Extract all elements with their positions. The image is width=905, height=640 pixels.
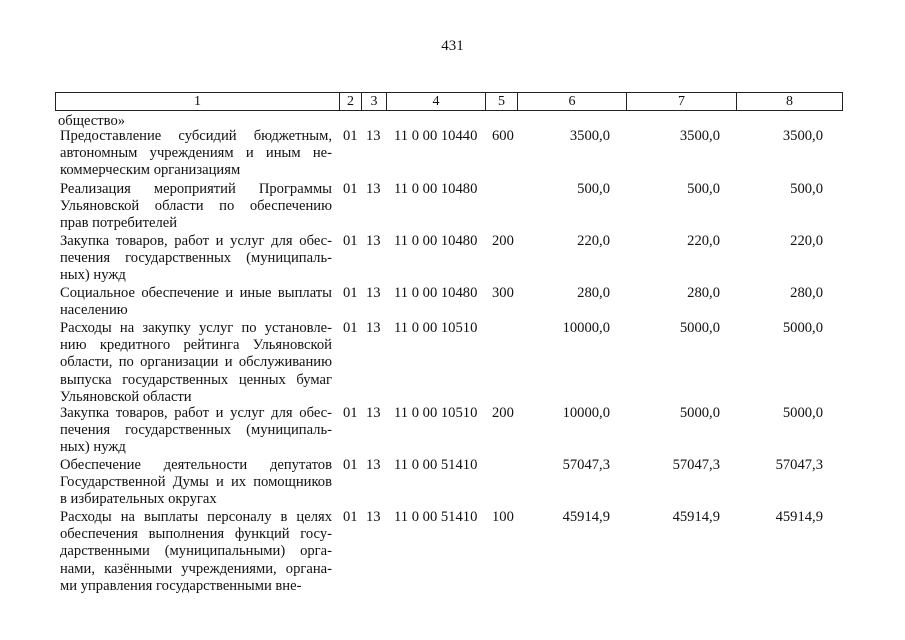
row-name-line: ми управления государственными вне- — [60, 577, 302, 594]
cell-c4: 11 0 00 10510 — [394, 405, 478, 421]
row-name-line: печения государственных (муниципаль- — [60, 422, 332, 439]
cell-c7: 45914,9 — [672, 509, 720, 525]
row-name-line: Реализация мероприятий Программы — [60, 181, 332, 197]
row-name — [60, 405, 332, 457]
cell-c3: 13 — [366, 128, 381, 144]
cell-c8: 45914,9 — [775, 509, 823, 525]
cell-c6: 220,0 — [577, 233, 610, 249]
row-name-line: печения государственных (муниципаль- — [60, 250, 332, 267]
carry-over-text: общество» — [58, 113, 126, 129]
cell-c8: 5000,0 — [782, 405, 823, 421]
cell-c8: 280,0 — [790, 285, 823, 301]
row-name — [60, 233, 332, 285]
row-name-line: Социальное обеспечение и иные выплаты — [60, 285, 332, 301]
cell-c5: 200 — [492, 405, 514, 421]
cell-c5: 300 — [492, 285, 514, 301]
cell-c5: 600 — [492, 128, 514, 144]
cell-c2: 01 — [343, 405, 358, 421]
cell-c8: 500,0 — [790, 181, 823, 197]
cell-c6: 500,0 — [577, 181, 610, 197]
cell-c4: 11 0 00 51410 — [394, 509, 478, 525]
cell-c2: 01 — [343, 320, 358, 336]
row-name-line: Обеспечение деятельности депутатов — [60, 457, 332, 473]
cell-c2: 01 — [343, 128, 358, 144]
cell-c8: 220,0 — [790, 233, 823, 249]
cell-c7: 57047,3 — [672, 457, 720, 473]
row-name-line: населению — [60, 302, 128, 319]
cell-c7: 3500,0 — [679, 128, 720, 144]
cell-c6: 280,0 — [577, 285, 610, 301]
cell-c4: 11 0 00 10480 — [394, 233, 478, 249]
cell-c5: 200 — [492, 233, 514, 249]
row-name-line: коммерческим организациям — [60, 162, 241, 179]
page-number: 431 — [441, 38, 464, 54]
row-name-line: Расходы на закупку услуг по установле- — [60, 320, 332, 336]
row-name-line: Государственной Думы и их помощников — [60, 474, 332, 491]
cell-c4: 11 0 00 10440 — [394, 128, 478, 144]
row-name — [60, 320, 332, 406]
cell-c3: 13 — [366, 181, 381, 197]
header-col-7: 7 — [626, 92, 737, 111]
row-name-line: Ульяновской области по обеспечению — [60, 198, 332, 215]
header-col-3: 3 — [361, 92, 387, 111]
row-name-line: Закупка товаров, работ и услуг для обес- — [60, 233, 332, 249]
row-name-line: Расходы на выплаты персоналу в целях — [60, 509, 332, 525]
cell-c7: 220,0 — [687, 233, 720, 249]
row-name — [60, 181, 332, 233]
header-col-4: 4 — [386, 92, 486, 111]
cell-c3: 13 — [366, 509, 381, 525]
cell-c3: 13 — [366, 233, 381, 249]
row-name-line: нию кредитного рейтинга Ульяновской — [60, 337, 332, 354]
row-name — [60, 285, 332, 319]
row-name — [60, 509, 332, 595]
cell-c7: 5000,0 — [679, 405, 720, 421]
header-col-6: 6 — [517, 92, 627, 111]
cell-c2: 01 — [343, 233, 358, 249]
header-col-8: 8 — [736, 92, 843, 111]
row-name-line: Закупка товаров, работ и услуг для обес- — [60, 405, 332, 421]
cell-c2: 01 — [343, 285, 358, 301]
cell-c5: 100 — [492, 509, 514, 525]
row-name — [60, 128, 332, 180]
row-name-line: в избирательных округах — [60, 491, 217, 508]
cell-c6: 45914,9 — [562, 509, 610, 525]
cell-c3: 13 — [366, 405, 381, 421]
cell-c7: 500,0 — [687, 181, 720, 197]
cell-c3: 13 — [366, 457, 381, 473]
row-name-line: ных) нужд — [60, 439, 126, 456]
cell-c4: 11 0 00 10510 — [394, 320, 478, 336]
row-name-line: прав потребителей — [60, 215, 178, 232]
cell-c4: 11 0 00 10480 — [394, 181, 478, 197]
cell-c8: 57047,3 — [775, 457, 823, 473]
cell-c2: 01 — [343, 509, 358, 525]
cell-c2: 01 — [343, 457, 358, 473]
row-name-line: автономным учреждениям и иным не- — [60, 145, 332, 162]
row-name-line: Ульяновской области — [60, 388, 192, 405]
cell-c4: 11 0 00 51410 — [394, 457, 478, 473]
row-name-line: Предоставление субсидий бюджетным, — [60, 128, 332, 144]
cell-c6: 10000,0 — [562, 320, 610, 336]
header-col-2: 2 — [339, 92, 362, 111]
row-name-line: дарственными (муниципальными) орга- — [60, 543, 332, 560]
cell-c4: 11 0 00 10480 — [394, 285, 478, 301]
cell-c8: 3500,0 — [782, 128, 823, 144]
header-col-1: 1 — [55, 92, 340, 111]
cell-c6: 10000,0 — [562, 405, 610, 421]
cell-c7: 280,0 — [687, 285, 720, 301]
cell-c2: 01 — [343, 181, 358, 197]
cell-c6: 3500,0 — [569, 128, 610, 144]
row-name-line: нами, казёнными учреждениями, органа- — [60, 560, 332, 577]
row-name — [60, 457, 332, 509]
cell-c7: 5000,0 — [679, 320, 720, 336]
cell-c6: 57047,3 — [562, 457, 610, 473]
row-name-line: выпуска государственных ценных бумаг — [60, 371, 332, 388]
cell-c8: 5000,0 — [782, 320, 823, 336]
row-name-line: области, по организации и обслуживанию — [60, 354, 332, 371]
row-name-line: ных) нужд — [60, 267, 126, 284]
cell-c3: 13 — [366, 320, 381, 336]
cell-c3: 13 — [366, 285, 381, 301]
row-name-line: обеспечения выполнения функций госу- — [60, 526, 332, 543]
header-col-5: 5 — [485, 92, 518, 111]
